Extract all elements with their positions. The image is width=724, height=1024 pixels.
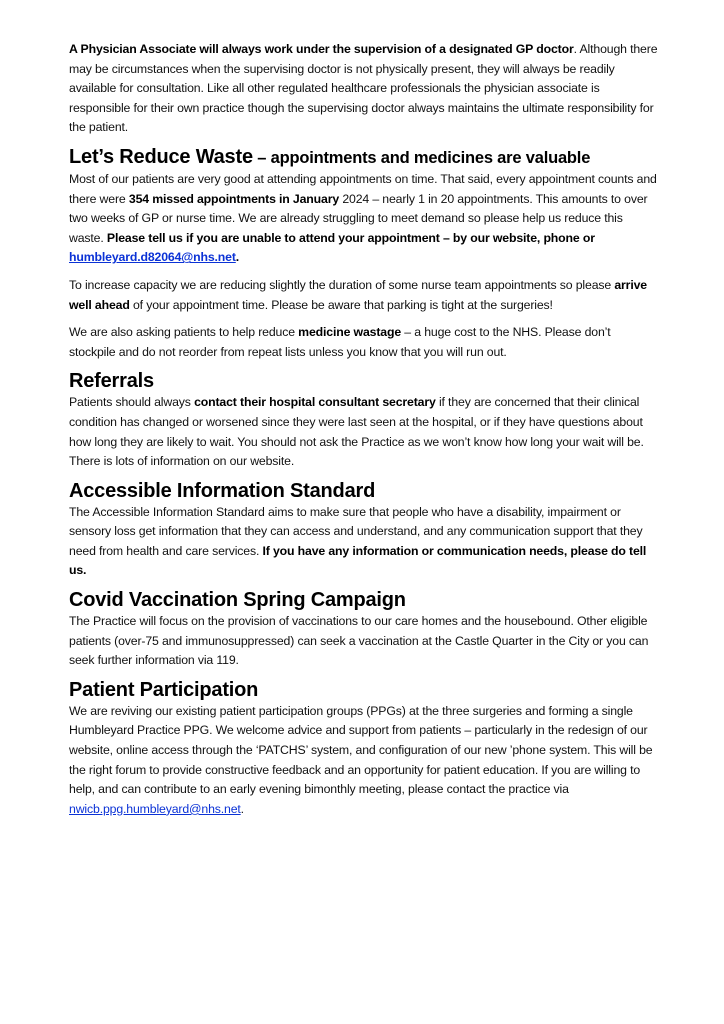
referrals-heading: Referrals: [69, 370, 154, 393]
reduce-waste-section: [69, 145, 659, 362]
medicine-wastage-paragraph: We are also asking patients to help reduce medicine wastage – a huge cost to the NHS. Please don’t stockpile and do not reorder from repeat lists unless you know that you will run out.: [69, 325, 611, 359]
covid-vaccination-section: [69, 588, 659, 671]
nurse-capacity-paragraph: To increase capacity we are reducing slightly the duration of some nurse team appointments so please arrive well ahead of your appointment time. Please be aware that parking is tight at the surgeries!: [69, 277, 647, 312]
accessible-information-paragraph: The Accessible Information Standard aims to make sure that people who have a disability, impairment or sensory loss get information that they can access and understand, and any communication support that they need from health and care services. If you have any information or communication needs, please do tell us.: [69, 504, 647, 578]
physician-associate-bold-lead: A Physician Associate will always work under the supervision of a designated GP doctor: [69, 42, 574, 56]
patient-participation-section: [69, 678, 659, 820]
document-page: [69, 40, 659, 819]
accessible-information-heading: Accessible Information Standard: [69, 479, 376, 502]
covid-vaccination-paragraph: The Practice will focus on the provision of vaccinations to our care homes and the housebound. Other eligible patients (over-75 and immunosuppressed) can seek a vaccination at the Castle Quarter in the City or you can seek further information via 119.: [69, 614, 649, 668]
reduce-waste-subheading: – appointments and medicines are valuable: [252, 148, 591, 167]
referrals-paragraph: Patients should always contact their hospital consultant secretary if they are concerned that their clinical condition has changed or worsened since they were last seen at the hospital, or if they have questions about how long they are likely to wait. You should not ask the Practice as we won’t know how long your wait will be. There is lots of information on our website.: [69, 395, 644, 469]
referrals-section: [69, 369, 659, 471]
practice-email-link[interactable]: humbleyard.d82064@nhs.net: [69, 250, 236, 265]
patient-participation-paragraph: We are reviving our existing patient participation groups (PPGs) at the three surgeries and forming a single Humbleyard Practice PPG. We welcome advice and support from patients – particularly in the redesign of our website, online access through the ‘PATCHS’ system, and configuration of our new ’phone system. This will be the right forum to provide constructive feedback and an opportunity for patient education. If you are willing to help, and can contribute to an early evening bimonthly meeting, please contact the practice via nwicb.ppg.humbleyard@nhs.net.: [69, 703, 653, 816]
patient-participation-heading: Patient Participation: [69, 678, 259, 701]
reduce-waste-heading: Let’s Reduce Waste – appointments and medicines are valuable: [69, 145, 591, 168]
covid-vaccination-heading: Covid Vaccination Spring Campaign: [69, 589, 406, 612]
accessible-information-section: [69, 479, 659, 581]
missed-appointments-paragraph: Most of our patients are very good at attending appointments on time. That said, every appointment counts and there were 354 missed appointments in January 2024 – nearly 1 in 20 appointments. This amounts to over two weeks of GP or nurse time. We are already struggling to meet demand so please help us reduce this waste. Please tell us if you are unable to attend your appointment – by our website, phone or humbleyard.d82064@nhs.net.: [69, 171, 657, 265]
ppg-email-link[interactable]: nwicb.ppg.humbleyard@nhs.net: [69, 801, 241, 816]
physician-associate-paragraph: A Physician Associate will always work under the supervision of a designated GP doctor. Although there may be circumstances when the supervising doctor is not physically present, they will always be readily available for consultation. Like all other regulated healthcare professionals the physician associate is responsible for their own practice though the supervising doctor always maintains the ultimate responsibility for the patient.: [69, 42, 658, 135]
